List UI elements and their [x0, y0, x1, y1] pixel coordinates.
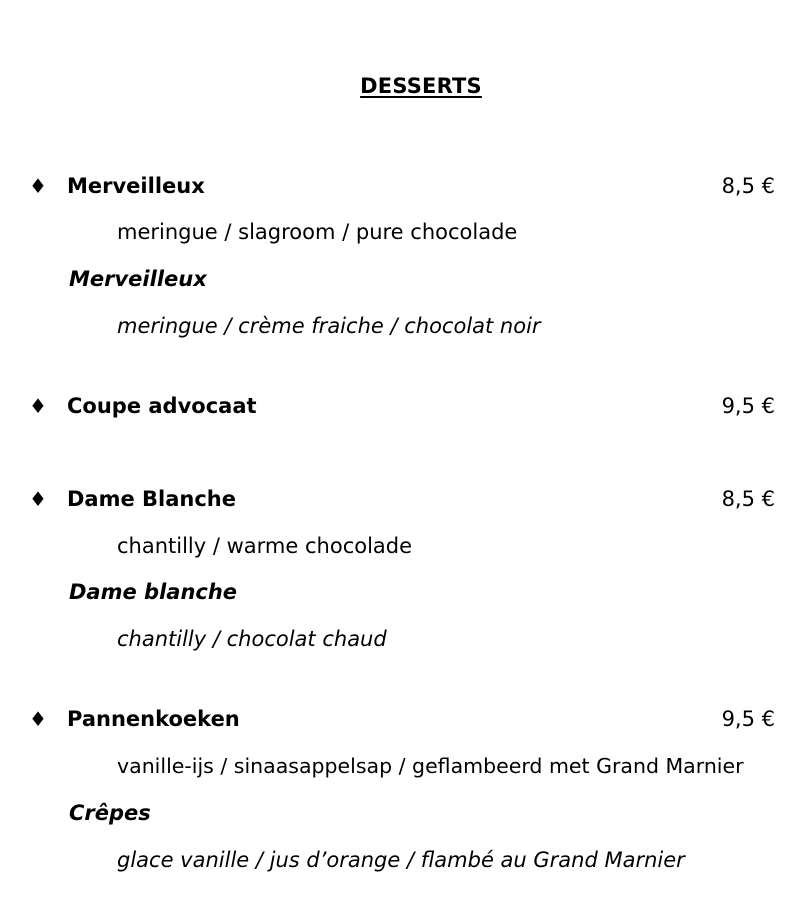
item-description-nl	[0, 751, 800, 781]
menu-item-pannenkoeken	[0, 704, 800, 734]
item-name: Merveilleux	[67, 174, 205, 198]
name-fr-text: Merveilleux	[69, 267, 207, 291]
item-price: 8,5 €	[721, 174, 775, 198]
description-fr-text: meringue / crème fraiche / chocolat noir	[117, 314, 541, 338]
menu-item-dame-blanche	[0, 484, 800, 514]
diamond-bullet-icon: ♦	[29, 707, 47, 731]
item-description-fr	[0, 311, 800, 341]
menu-item-merveilleux	[0, 171, 800, 201]
item-name: Dame Blanche	[67, 487, 237, 511]
description-fr-text: glace vanille / jus d’orange / flambé au Grand Marnier	[117, 848, 685, 872]
description-nl-text: vanille-ijs / sinaasappelsap / geflambeerd met Grand Marnier	[117, 754, 744, 778]
item-name-fr	[0, 798, 800, 828]
item-description-fr	[0, 845, 800, 875]
item-name-fr	[0, 577, 800, 607]
item-price: 9,5 €	[721, 394, 775, 418]
item-name: Coupe advocaat	[67, 394, 257, 418]
menu-item-coupe-advocaat	[0, 391, 800, 421]
item-price: 9,5 €	[721, 707, 775, 731]
item-description-fr	[0, 624, 800, 654]
item-description-nl	[0, 217, 800, 247]
item-name-fr	[0, 264, 800, 294]
name-fr-text: Crêpes	[69, 801, 151, 825]
description-fr-text: chantilly / chocolat chaud	[117, 627, 387, 651]
description-nl-text: meringue / slagroom / pure chocolade	[117, 220, 518, 244]
diamond-bullet-icon: ♦	[29, 174, 47, 198]
diamond-bullet-icon: ♦	[29, 487, 47, 511]
description-nl-text: chantilly / warme chocolade	[117, 534, 413, 558]
item-name: Pannenkoeken	[67, 707, 240, 731]
diamond-bullet-icon: ♦	[29, 394, 47, 418]
item-price: 8,5 €	[721, 487, 775, 511]
name-fr-text: Dame blanche	[69, 580, 238, 604]
item-description-nl	[0, 531, 800, 561]
page-title: DESSERTS	[360, 74, 482, 98]
